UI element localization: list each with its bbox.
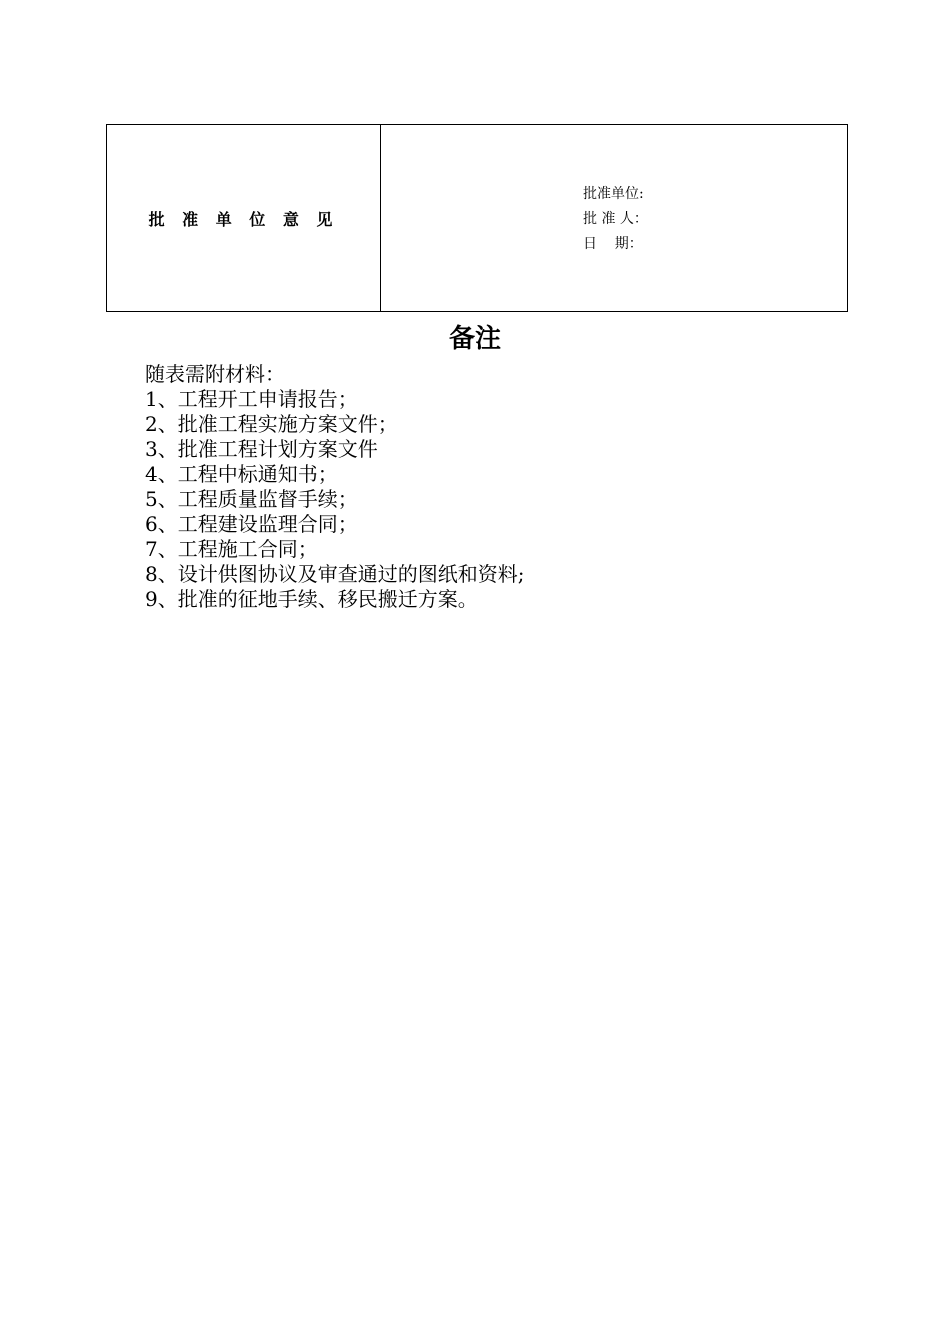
remarks-item: 7、工程施工合同； <box>145 537 318 561</box>
remarks-item: 6、工程建设监理合同； <box>145 512 358 536</box>
approval-date-label: 日 期： <box>583 236 643 252</box>
approval-sign-block <box>583 182 648 257</box>
remarks-item: 2、批准工程实施方案文件； <box>145 412 398 436</box>
remarks-item: 5、工程质量监督手续； <box>145 487 358 511</box>
approver-label: 批 准 人： <box>583 211 648 227</box>
remarks-intro: 随表需附材料： <box>145 362 285 386</box>
approval-table <box>106 124 848 312</box>
remarks-item: 8、设计供图协议及审查通过的图纸和资料; <box>145 562 525 586</box>
remarks-list <box>145 362 524 612</box>
remarks-item: 9、批准的征地手续、移民搬迁方案。 <box>145 587 478 611</box>
approval-label-cell <box>107 125 381 312</box>
approval-row <box>107 125 848 312</box>
remarks-item: 3、批准工程计划方案文件 <box>145 437 378 461</box>
remarks-title: 备注 <box>448 324 501 354</box>
remarks-item: 1、工程开工申请报告； <box>145 387 358 411</box>
remarks-item: 4、工程中标通知书； <box>145 462 338 486</box>
approval-label: 批 准 单 位 意 见 <box>148 209 339 229</box>
approval-unit-label: 批准单位: <box>583 186 644 202</box>
